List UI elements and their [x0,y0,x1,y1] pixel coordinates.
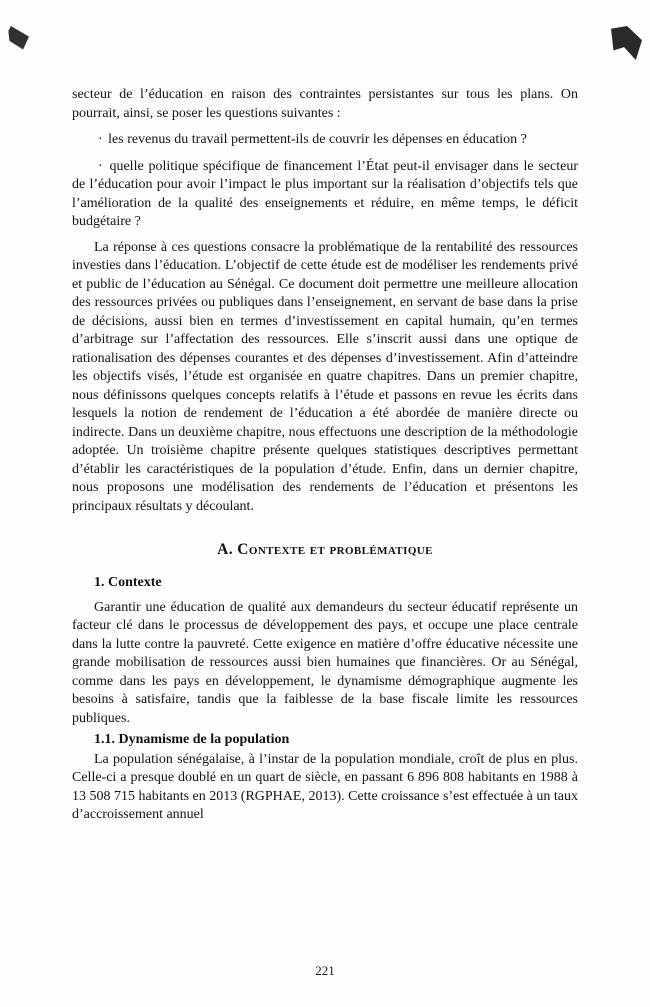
bullet-text: les revenus du travail permettent-ils de couvrir les dépenses en éducation ? [108,132,527,147]
page-body [72,86,578,825]
overview-paragraph: La réponse à ces questions consacre la problématique de la rentabilité des ressources investies dans l’éducation. L’objectif de cette étude est de modéliser les rendements privé et public de l’éducation au Sénégal. Ce document doit permettre une meilleure allocation des ressources privées ou publiques dans l’enseignement, en servant de base dans la prise de décisions, aussi bien en termes d’investissement en capital humain, qu’en termes d’arbitrage sur l’affectation des ressources. Elle s’inscrit aussi dans une optique de rationalisation des dépenses courantes et des dépenses d’investissement. Afin d’atteindre les objectifs visés, l’étude est organisée en quatre chapitres. Dans un premier chapitre, nous définissons quelques concepts relatifs à l’étude et passons en revue les écrits dans lesquels la notion de rendement de l’éducation a été abordée de manière directe ou indirecte. Dans un deuxième chapitre, nous effectuons une description de la méthodologie adoptée. Un troisième chapitre présente quelques statistiques descriptives permettant d’établir les caractéristiques de la population d’étude. Enfin, dans un dernier chapitre, nous proposons une modélisation des rendements de l’éducation et présentons les principaux résultats y découlant. [72,239,578,514]
bullet-item [72,131,578,150]
bullet-dot: · [98,158,103,174]
continuation-paragraph: secteur de l’éducation en raison des contraintes persistantes sur tous les plans. On pourrait, ainsi, se poser les questions suivantes : [72,87,578,121]
page-footer [0,962,650,980]
section-heading: A. Contexte et problématique [217,541,433,558]
scan-artifact-top-left [7,24,30,52]
contexte-paragraph: Garantir une éducation de qualité aux demandeurs du secteur éducatif représente un facteur clé dans le processus de développement des pays, et occupe une place centrale dans la lutte contre la pauvreté. Cette exigence en matière d’offre éducative nécessite une grande mobilisation de ressources aussi bien humaines que financières. Or au Sénégal, comme dans les pays en développement, le dynamisme démographique augmente les besoins à satisfaire, tandis que la faiblesse de la base fiscale limite les ressources publiques. [72,599,578,726]
subsection-title-contexte: 1. Contexte [94,575,162,590]
subsection-title-dynamisme: 1.1. Dynamisme de la population [94,732,290,747]
dynamisme-paragraph: La population sénégalaise, à l’instar de la population mondiale, croît de plus en plus. Celle-ci a presque doublé en un quart de siècle, en passant 6 896 808 habitants en 1988 à 13 508 715 habitants en 2013 (RGPHAE, 2013). Cette croissance s’est effectuée à un taux d’accroissement annuel [72,751,578,822]
bullet-item [72,158,578,232]
page-number: 221 [315,963,335,978]
bullet-dot: · [98,132,103,147]
bullet-text: quelle politique spécifique de financement l’État peut-il envisager dans le secteur de l’éducation pour avoir l’impact le plus important sur la réalisation d’objectifs tels que l’amélioration de la qualité des enseignements et réduire, en même temps, le déficit budgétaire ? [72,158,578,229]
scan-artifact-top-right [611,26,642,60]
